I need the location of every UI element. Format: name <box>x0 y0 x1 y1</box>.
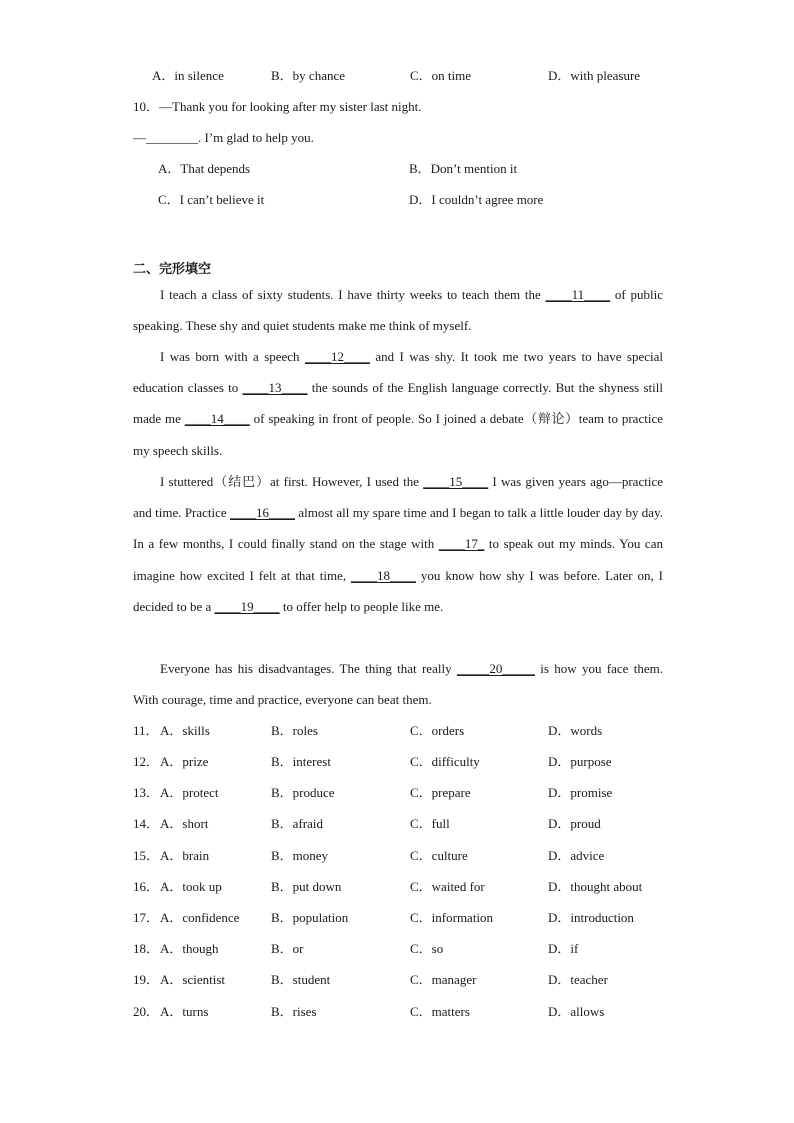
choice-a: A．took up <box>160 879 222 894</box>
choice-b: B．or <box>271 941 304 956</box>
choice-b: B．afraid <box>271 816 323 831</box>
blank-20: _____20_____ <box>456 661 535 676</box>
choice-b: B．money <box>271 848 329 863</box>
choice-c: C．so <box>410 941 444 956</box>
choice-a: A．turns <box>160 1004 209 1019</box>
choice-a: A．though <box>160 941 219 956</box>
choice-c: C．manager <box>410 972 477 987</box>
passage-text: to speak out my minds. You can imagine how excited I felt at that time, <box>133 536 663 583</box>
choice-row <box>133 939 693 959</box>
choice-b: B．produce <box>271 785 335 800</box>
choice-a: A．brain <box>160 848 210 863</box>
choice-b: B．population <box>271 910 349 925</box>
choice-a: A．short <box>160 816 209 831</box>
passage-text: of public speaking. These shy and quiet students make me think of myself. <box>133 287 663 334</box>
choice-d: D．if <box>548 941 579 956</box>
choice-d: D．proud <box>548 816 601 831</box>
passage-text: I was born with a speech <box>160 349 305 364</box>
passage-text: I teach a class of sixty students. I have thirty weeks to teach them the <box>160 287 546 302</box>
q9-option-a: A．in silence <box>152 68 224 83</box>
choice-c: C．difficulty <box>410 754 480 769</box>
section-heading: 二、完形填空 <box>133 262 212 277</box>
choice-a: A．prize <box>160 754 209 769</box>
choice-b: B．rises <box>271 1004 317 1019</box>
passage-paragraph-2 <box>133 341 663 466</box>
passage-paragraph-1 <box>133 279 663 341</box>
passage-text: you know how shy I was before. Later on, I decided to be a <box>133 567 663 614</box>
q10-reply-blank: ________ <box>146 130 198 145</box>
choice-number: 17． <box>133 910 160 925</box>
choice-number: 20． <box>133 1004 160 1019</box>
q10-option-d: D．I couldn’t agree more <box>409 192 544 207</box>
choice-row <box>133 783 693 803</box>
choice-a: A．protect <box>160 785 219 800</box>
choice-number: 13． <box>133 785 160 800</box>
q10-reply-text: . I’m glad to help you. <box>198 130 314 145</box>
passage-text: the sounds of the English language correctly. But the shyness still made me <box>133 380 664 427</box>
choice-c: C．orders <box>410 723 465 738</box>
choice-d: D．words <box>548 723 603 738</box>
choice-row <box>133 752 693 772</box>
passage-paragraph-4 <box>133 653 663 715</box>
q9-option-c: C．on time <box>410 68 472 83</box>
blank-16: ____16____ <box>230 505 296 521</box>
choice-number: 12． <box>133 754 160 769</box>
blank-11: ____11____ <box>545 287 611 302</box>
q10-option-a: A．That depends <box>158 161 251 176</box>
blank-12: ____12____ <box>304 349 370 364</box>
passage-paragraph-3 <box>133 466 663 622</box>
passage-text: of speaking in front of people. So I joined a debate（辩论）team to practice my speech skills. <box>133 411 663 458</box>
choice-row <box>133 1002 693 1022</box>
blank-17: ____17_ <box>438 536 485 552</box>
choice-row <box>133 721 693 741</box>
passage-text: and I was shy. It took me two years to have special education classes to <box>133 349 663 396</box>
choice-number: 14． <box>133 816 160 831</box>
q10-option-b: B．Don’t mention it <box>409 161 518 176</box>
q10-reply <box>133 128 663 148</box>
choice-a: A．skills <box>160 723 210 738</box>
blank-15: ____15____ <box>423 474 489 489</box>
passage-text: is how you face them. With courage, time and practice, everyone can beat them. <box>133 661 663 708</box>
choice-number: 19． <box>133 972 160 987</box>
choice-row <box>133 846 693 866</box>
q10-reply-dash: — <box>133 130 146 145</box>
passage-text: I was given years ago—practice and time. Practice <box>133 474 663 521</box>
choice-d: D．allows <box>548 1004 605 1019</box>
choice-b: B．put down <box>271 879 342 894</box>
choice-a: A．confidence <box>160 910 240 925</box>
choice-row <box>133 877 693 897</box>
blank-19: ____19____ <box>214 598 280 614</box>
q9-option-d: D．with pleasure <box>548 68 641 83</box>
blank-18: ____18____ <box>351 567 416 583</box>
choice-b: B．student <box>271 972 331 987</box>
choice-number: 11． <box>133 723 159 738</box>
choice-number: 16． <box>133 879 160 894</box>
choice-c: C．full <box>410 816 450 831</box>
choice-d: D．purpose <box>548 754 612 769</box>
q10-option-c: C．I can’t believe it <box>158 192 265 207</box>
choice-d: D．teacher <box>548 972 608 987</box>
passage-text: Everyone has his disadvantages. The thing that really <box>160 661 457 676</box>
q9-option-b: B．by chance <box>271 68 346 83</box>
choice-c: C．matters <box>410 1004 470 1019</box>
choice-d: D．introduction <box>548 910 634 925</box>
passage-text: I stuttered（结巴）at first. However, I used the <box>160 474 424 489</box>
choice-d: D．promise <box>548 785 613 800</box>
choice-row <box>133 814 693 834</box>
choice-c: C．information <box>410 910 494 925</box>
choice-a: A．scientist <box>160 972 225 987</box>
q10-question: 10．—Thank you for looking after my sister last night. <box>133 99 422 114</box>
passage-text: almost all my spare time and I began to talk a little louder day by day. In a few months, I could finally stand on the stage with <box>133 505 663 552</box>
choice-number: 15． <box>133 848 160 863</box>
blank-13: ____13____ <box>242 380 308 396</box>
passage-text: to offer help to people like me. <box>279 598 444 614</box>
choice-b: B．interest <box>271 754 331 769</box>
choice-c: C．waited for <box>410 879 485 894</box>
choice-row <box>133 908 693 928</box>
choice-d: D．advice <box>548 848 605 863</box>
choice-row <box>133 970 693 990</box>
choice-d: D．thought about <box>548 879 643 894</box>
choice-number: 18． <box>133 941 160 956</box>
choice-c: C．culture <box>410 848 468 863</box>
choice-b: B．roles <box>271 723 318 738</box>
blank-14: ____14____ <box>184 411 250 427</box>
choice-c: C．prepare <box>410 785 471 800</box>
